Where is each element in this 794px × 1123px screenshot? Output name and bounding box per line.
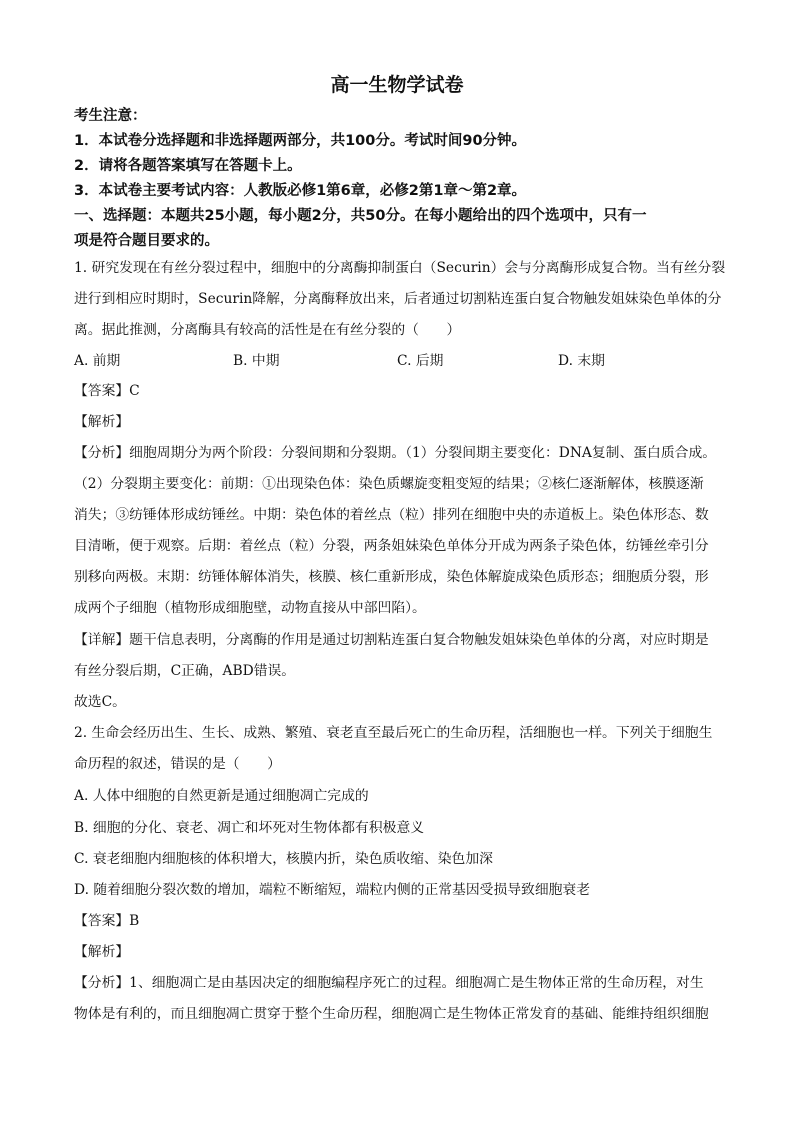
q2-option-d: D. 随着细胞分裂次数的增加，端粒不断缩短，端粒内侧的正常基因受损导致细胞衰老 [74,882,591,898]
q2-option-c: C. 衰老细胞内细胞核的体积增大，核膜内折，染色质收缩、染色加深 [74,851,493,867]
notice-item: 2．请将各题答案填写在答题卡上。 [74,158,302,174]
q1-analysis-line: 目清晰，便于观察。后期：着丝点（粒）分裂，两条姐妹染色单体分开成为两条子染色体，纺锤丝牵引分 [74,538,709,554]
q1-option-a: A. 前期 [74,353,121,369]
q1-stem-line: 1. 研究发现在有丝分裂过程中，细胞中的分离酶抑制蛋白（Securin）会与分离酶形成复合物。当有丝分裂 [74,260,726,276]
q1-analysis-line: 成两个子细胞（植物形成细胞壁，动物直接从中部凹陷）。 [74,600,426,616]
q1-analysis-label: 【解析】 [74,414,130,430]
q2-option-a: A. 人体中细胞的自然更新是通过细胞凋亡完成的 [74,788,369,804]
q1-analysis-line: 消失；③纺锤体形成纺锤丝。中期：染色体的着丝点（粒）排列在细胞中央的赤道板上。染色体形态、数 [74,507,709,523]
page-title: 高一生物学试卷 [330,74,464,96]
section-heading-line: 一、选择题：本题共25小题，每小题2分，共50分。在每小题给出的四个选项中，只有一 [74,208,647,224]
q2-option-b: B. 细胞的分化、衰老、凋亡和坏死对生物体都有积极意义 [74,820,425,836]
q1-analysis-line: 别移向两极。末期：纺锤体解体消失，核膜、核仁重新形成，染色体解旋成染色质形态；细胞质分裂，形 [74,569,709,585]
q2-stem-line: 命历程的叙述，错误的是（ ） [74,756,281,772]
notice-item: 3．本试卷主要考试内容：人教版必修1第6章，必修2第1章～第2章。 [74,183,527,199]
q1-option-b: B. 中期 [233,353,280,369]
q2-analysis-line: 【分析】1、细胞凋亡是由基因决定的细胞编程序死亡的过程。细胞凋亡是生物体正常的生命历程，对生 [74,975,704,991]
q1-option-c: C. 后期 [397,353,444,369]
q1-conclusion: 故选C。 [74,694,126,710]
q2-analysis-line: 物体是有利的，而且细胞凋亡贯穿于整个生命历程，细胞凋亡是生物体正常发育的基础、能维持组织细胞 [74,1006,709,1022]
notice-heading: 考生注意： [74,108,147,124]
q1-option-d: D. 末期 [558,353,605,369]
section-heading-line: 项是符合题目要求的。 [74,233,219,249]
q1-detail-line: 【详解】题干信息表明，分离酶的作用是通过切割粘连蛋白复合物触发姐妹染色单体的分离，对应时期是 [74,632,709,648]
q2-stem-line: 2. 生命会经历出生、生长、成熟、繁殖、衰老直至最后死亡的生命历程，活细胞也一样。下列关于细胞生 [74,725,713,741]
q1-stem-line: 离。据此推测，分离酶具有较高的活性是在有丝分裂的（ ） [74,322,461,338]
notice-item: 1．本试卷分选择题和非选择题两部分，共100分。考试时间90分钟。 [74,133,527,149]
q1-analysis-line: （2）分裂期主要变化：前期：①出现染色体：染色质螺旋变粗变短的结果；②核仁逐渐解体，核膜逐渐 [74,476,704,492]
q2-analysis-label: 【解析】 [74,944,130,960]
q2-answer: 【答案】B [74,913,140,929]
q1-answer: 【答案】C [74,383,140,399]
q1-stem-line: 进行到相应时期时，Securin降解，分离酶释放出来，后者通过切割粘连蛋白复合物触发姐妹染色单体的分 [74,291,722,307]
q1-detail-line: 有丝分裂后期，C正确，ABD错误。 [74,663,296,679]
q1-analysis-line: 【分析】细胞周期分为两个阶段：分裂间期和分裂期。（1）分裂间期主要变化：DNA复制、蛋白质合成。 [74,445,717,461]
